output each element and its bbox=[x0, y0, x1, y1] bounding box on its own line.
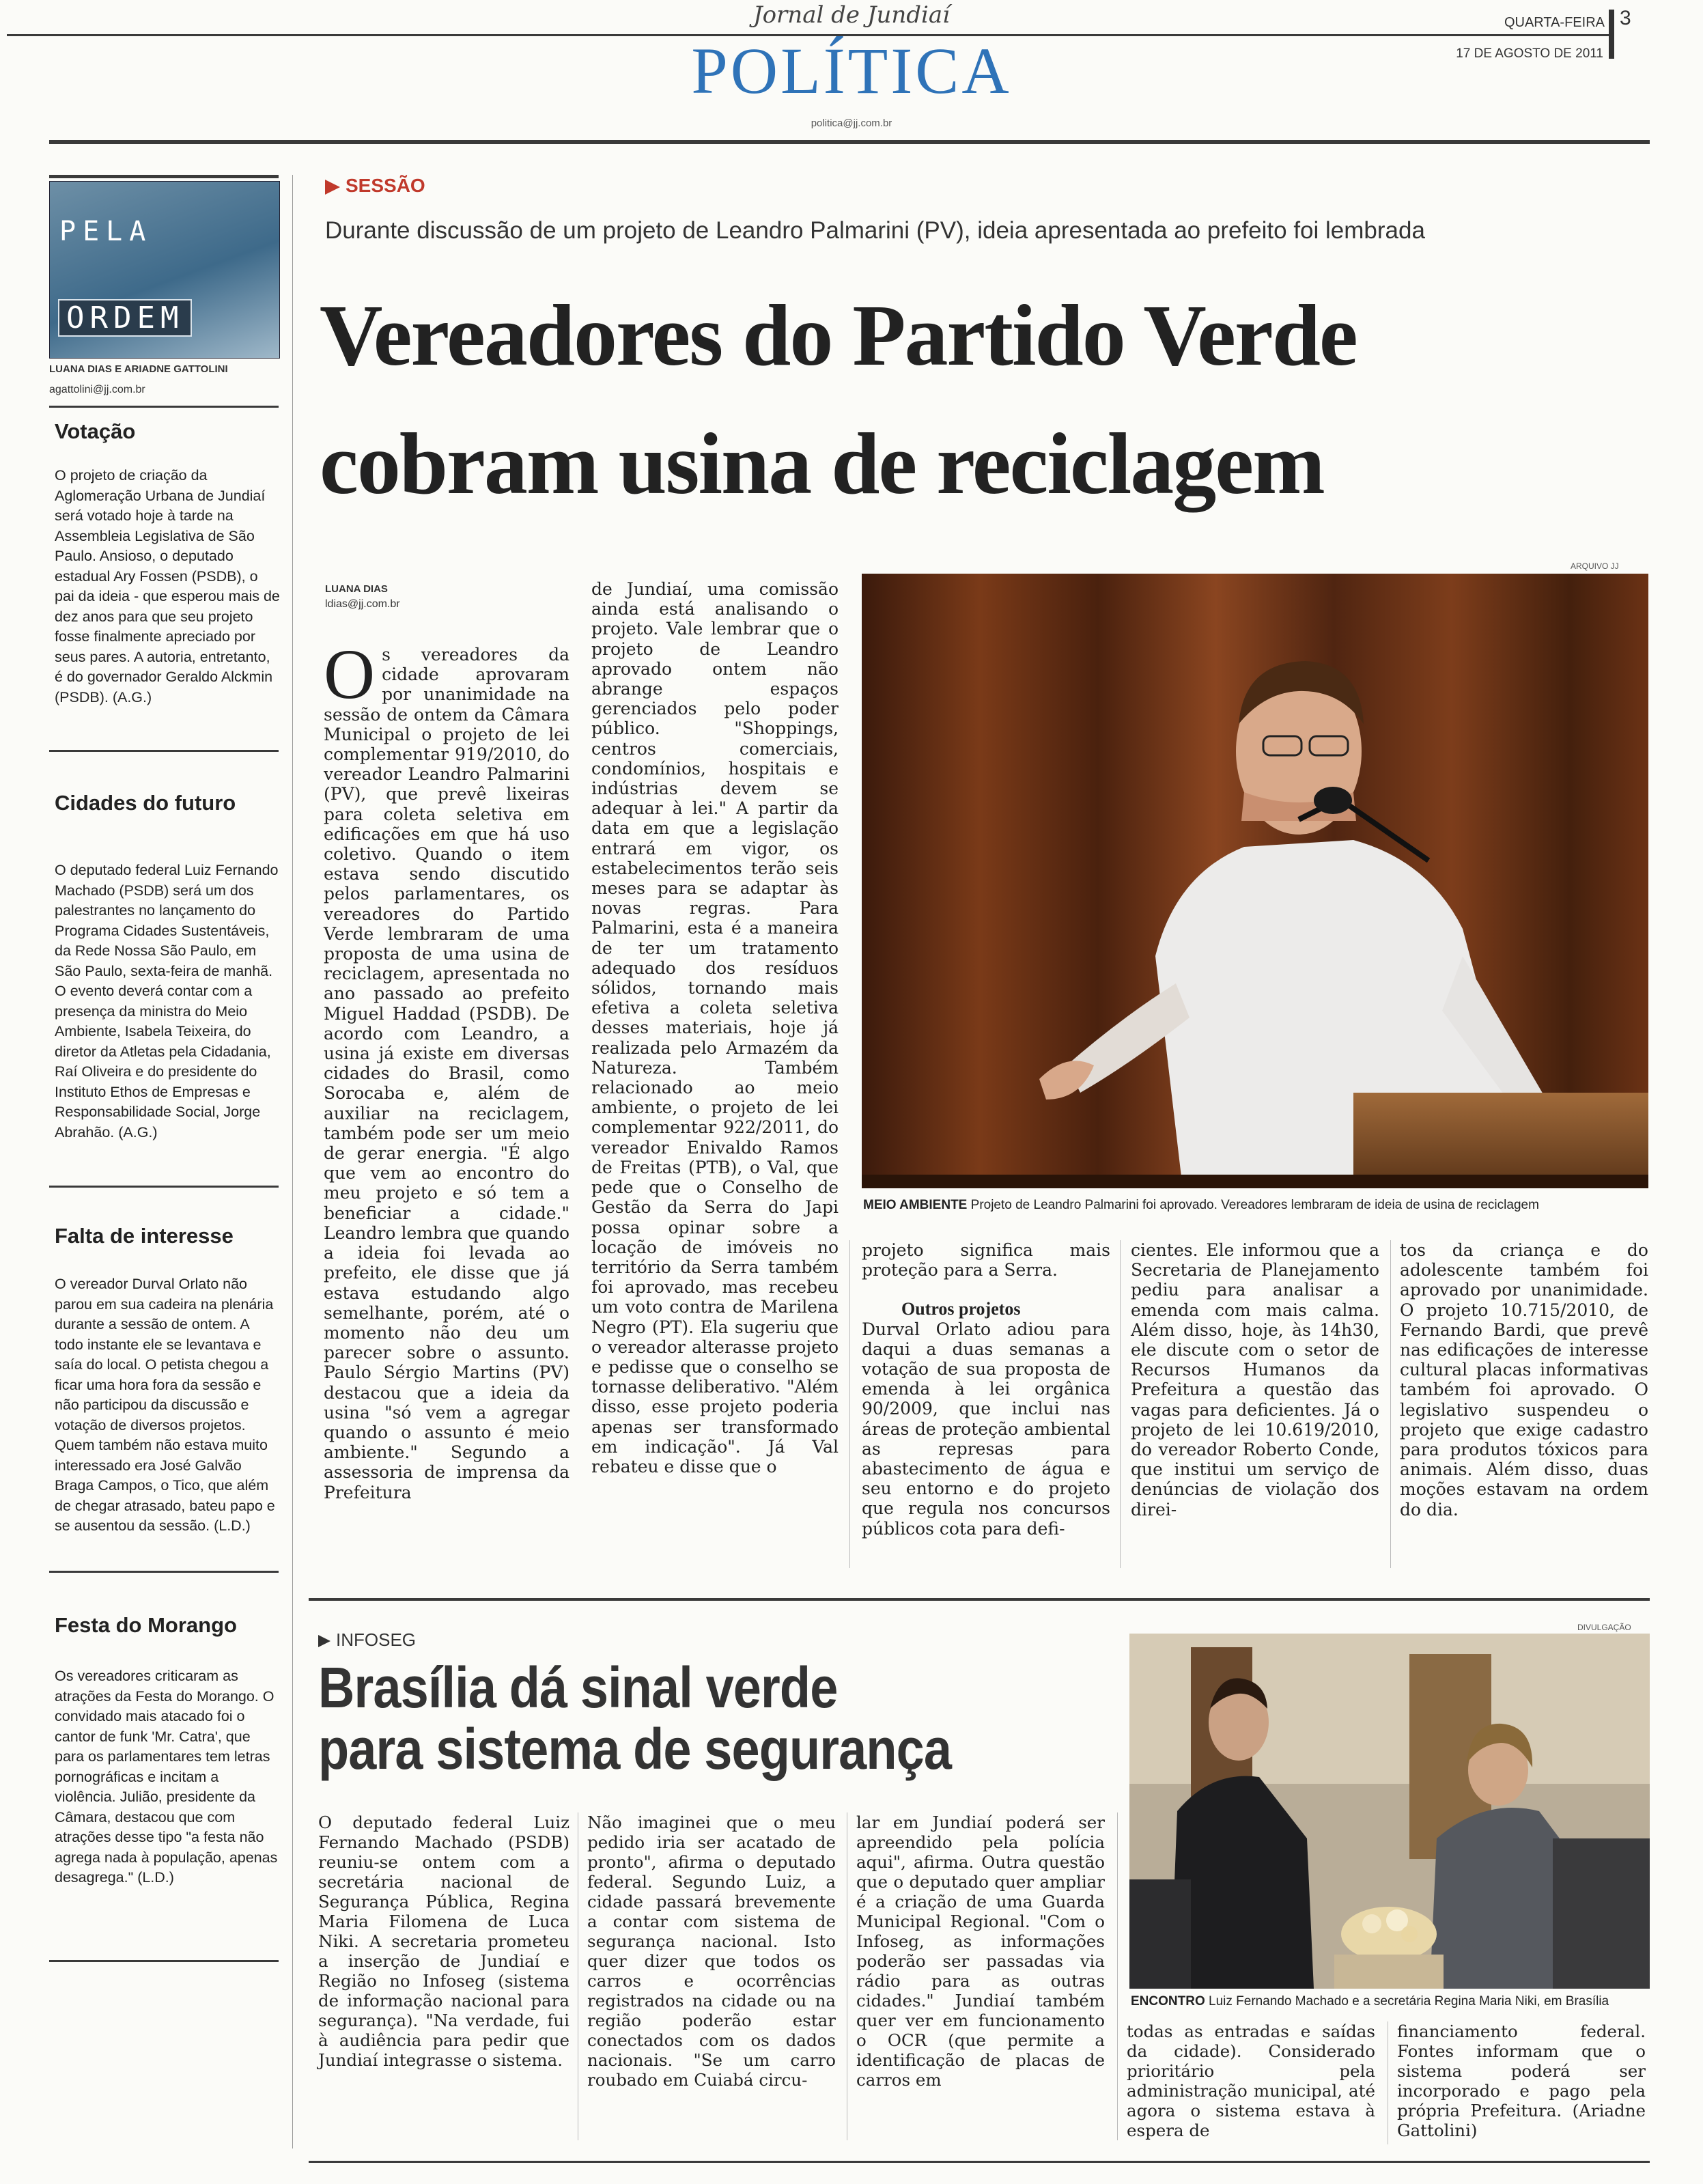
story-column-5: tos da criança e do adolescente também foi aprovado por unanimidade. O projeto 10.715/2010, de Fernando Bardi, que prevê nas edificações de interesse cultural placas informativas também foi aprovado. O legislativo suspendeu o projeto que exige cadastro para produtos tóxicos para animais. Além disso, duas moções estavam na ordem do dia. bbox=[1400, 1240, 1648, 1520]
story-deck: Durante discussão de um projeto de Leandro Palmarini (PV), ideia apresentada ao prefeito foi lembrada bbox=[325, 217, 1425, 244]
page-bottom-rule bbox=[309, 2161, 1650, 2163]
weekday: QUARTA-FEIRA bbox=[1504, 15, 1605, 30]
story-kicker bbox=[325, 175, 425, 197]
second-photo bbox=[1129, 1634, 1650, 1989]
story-column-1-text: s vereadores da cidade aprovaram por unanimidade na sessão de ontem da Câmara Municipal o projeto de lei complementar 919/2010, do vereador Leandro Palmarini (PV), que prevê lixeiras para coleta seletiva em edificações em que há uso coletivo. Quando o item estava sendo discutido pelos parlamentares, os vereadores do Partido Verde lembraram de uma proposta de uma usina de reciclagem, apresentada no ano passado ao prefeito Miguel Haddad (PSDB). De acordo com Leandro, a usina já existe em diversas cidades do Brasil, como Sorocaba e, além de auxiliar na reciclagem, também pode ser um meio de gerar energia. "É algo que vem ao encontro do meu projeto e só tem a beneficiar a cidade." Leandro lembra que quando a ideia foi levada ao prefeito, ele disse que já estava estudando algo semelhante, porém, até o momento não deu um parecer sobre o assunto. Paulo Sérgio Martins (PV) destacou que a ideia da usina "só vem a agregar quando o assunto é meio ambiente." Segundo a assessoria de imprensa da Prefeitura bbox=[324, 645, 569, 1502]
sidebar-rule bbox=[49, 406, 279, 408]
story-headline-line1: Vereadores do Partido Verde bbox=[320, 287, 1357, 384]
second-column-5: financiamento federal. Fontes informam que o sistema poderá ser incorporado e pago pela própria Prefeitura. (Ariadne Gattolini) bbox=[1397, 2021, 1646, 2140]
photo-credit: ARQUIVO JJ bbox=[1571, 561, 1619, 571]
sidebar-item-title: Falta de interesse bbox=[55, 1224, 234, 1248]
sidebar-rule bbox=[49, 750, 279, 752]
story-column-1 bbox=[324, 635, 569, 1502]
section-email: politica@jj.com.br bbox=[811, 117, 892, 129]
kicker-arrow-icon bbox=[318, 1635, 330, 1647]
sidebar-item-text: O deputado federal Luiz Fernando Machado (PSDB) será um dos palestrantes no lançamento do Programa Cidades Sustentáveis, da Rede Nossa São Paulo, em São Paulo, sexta-feira de manhã. O evento deverá contar com a presença da ministra do Meio Ambiente, Isabela Teixeira, do diretor da Atletas pela Cidadania, Raí Oliveira e do presidente do Instituto Ethos de Empresas e Responsabilidade Social, Jorge Abrahão. (A.G.) bbox=[55, 862, 279, 1140]
caption-label: ENCONTRO bbox=[1131, 1994, 1205, 2008]
column-divider bbox=[1120, 1240, 1121, 1568]
second-column-2: Não imaginei que o meu pedido iria ser acatado de pronto", afirma o deputado federal. Segundo Luiz, a cidade passará brevemente a contar com sistema de segurança nacional. Isto quer dizer que todos os carros e ocorrências registrados na cidade ou na região poderão estar conectados com os dados nacionais. "Se um carro roubado em Cuiabá circu- bbox=[587, 1812, 836, 2090]
story-separator bbox=[309, 1598, 1650, 1601]
story-column-3-text: projeto significa mais proteção para a Serra. bbox=[862, 1240, 1110, 1280]
story-headline-line2: cobram usina de reciclagem bbox=[320, 415, 1324, 512]
meeting-photo bbox=[1129, 1634, 1650, 1989]
story-subhead: Outros projetos bbox=[901, 1299, 1021, 1319]
drop-cap: O bbox=[324, 635, 376, 714]
photo-caption bbox=[863, 1198, 1539, 1213]
column-divider bbox=[292, 175, 293, 2148]
page-number: 3 bbox=[1620, 7, 1631, 29]
sidebar-item-text: Os vereadores criticaram as atrações da Festa do Morango. O convidado mais atacado foi o cantor de funk 'Mr. Catra', que para os parlamentares tem letras pornográficas e incitam a violência. Julião, presidente da Câmara, destacou que com atrações desse tipo "a festa não agrega nada à população, apenas desagrega." (L.D.) bbox=[55, 1668, 278, 1886]
second-column-4: todas as entradas e saídas da cidade). Considerado prioritário pela administração municipal, até agora o sistema estava à espera de bbox=[1127, 2021, 1375, 2140]
kicker-label: SESSÃO bbox=[346, 175, 425, 196]
column-logo bbox=[49, 181, 280, 359]
sidebar-bottom-rule bbox=[49, 1960, 279, 1962]
second-headline-line1: Brasília dá sinal verde bbox=[318, 1655, 838, 1720]
sidebar-top-rule bbox=[49, 175, 279, 178]
newspaper-name: Jornal de Jundiaí bbox=[752, 1, 951, 29]
second-column-1: O deputado federal Luiz Fernando Machado (PSDB) reuniu-se ontem com a secretária nacional de Segurança Pública, Regina Maria Filomena de Luca Niki. A secretaria prometeu a inserção de Jundiaí e Região no Infoseg (sistema de informação nacional para segurança). "Na verdade, fui à audiência para pedir que Jundiaí integrasse o sistema. bbox=[318, 1812, 569, 2070]
sidebar-rule bbox=[49, 1571, 279, 1573]
sidebar-item-text: O projeto de criação da Aglomeração Urbana de Jundiaí será votado hoje à tarde na Assembleia Legislativa de São Paulo. Ansioso, o deputado estadual Ary Fossen (PSDB), o pai da ideia - que esperou mais de dez anos para que seu projeto fosse finalmente apreciado por seus pares. A autoria, entretanto, é do governador Geraldo Alckmin (PSDB). (A.G.) bbox=[55, 467, 280, 705]
story-photo bbox=[862, 574, 1648, 1188]
story-byline-email: ldias@jj.com.br bbox=[325, 598, 400, 610]
second-column-3: lar em Jundiaí poderá ser apreendido pela polícia aqui", afirma. Outra questão que o deputado quer ampliar é a criação de uma Guarda Municipal Regional. "Com o Infoseg, as informações poderão ser passadas via rádio para as outras cidades." Jundiaí também quer ver em funcionamento o OCR (que permite a identificação de placas de carros em bbox=[856, 1812, 1105, 2090]
header-divider bbox=[49, 140, 1650, 144]
caption-label: MEIO AMBIENTE bbox=[863, 1198, 968, 1212]
sidebar-rule bbox=[49, 1186, 279, 1188]
story-column-2: de Jundiaí, uma comissão ainda está analisando o projeto. Vale lembrar que o projeto de Leandro aprovado ontem não abrange espaços gerenciados pelo poder público. "Shoppings, centros comerciais, condomínios, hospitais e indústrias devem se adequar à lei." A partir da data em que a legislação entrará em vigor, os estabelecimentos terão seis meses para se adaptar às novas regras. Para Palmarini, esta é a maneira de ter um tratamento adequado dos resíduos sólidos, tornando mais efetiva a coleta seletiva desses materiais, hoje já realizada pelo Armazém da Natureza. Também relacionado ao meio ambiente, o projeto de lei complementar 922/2011, do vereador Enivaldo Ramos de Freitas (PTB), o Val, que pede que o Conselho de Gestão da Serra do Japi possa opinar sobre a locação de imóveis no território da Serra também foi aprovado, mas recebeu um voto contra de Marilena Negro (PT). Ela sugeriu que o vereador alterasse projeto e pedisse que o conselho se tornasse deliberativo. "Além disso, esse projeto poderia apenas ser transformado em indicação". Já Val rebateu e disse que o bbox=[591, 579, 839, 1476]
logo-bottom-text: ORDEM bbox=[58, 299, 192, 337]
sidebar-email: agattolini@jj.com.br bbox=[49, 384, 145, 395]
kicker-label: INFOSEG bbox=[336, 1629, 417, 1650]
sidebar-item-text: O vereador Durval Orlato não parou em sua cadeira na plenária durante a sessão de ontem. A todo instante ele se levantava e saía do local. O petista chegou a ficar uma hora fora da sessão e não participou da discussão e votação de diversos projetos. Quem também não estava muito interessado era José Galvão Braga Campos, o Tico, que além de chegar atrasado, bateu papo e se ausentou da sessão. (L.D.) bbox=[55, 1276, 275, 1534]
caption-text: Projeto de Leandro Palmarini foi aprovado. Vereadores lembraram de ideia de usina de reciclagem bbox=[970, 1198, 1539, 1212]
story-column-4: cientes. Ele informou que a Secretaria de Planejamento pediu para analisar a emenda com mais calma. Além disso, hoje, às 14h30, ele discute com o setor de Recursos Humanos da Prefeitura a questão das vagas para deficientes. Já o projeto de lei 10.619/2010, do vereador Roberto Conde, que institui um serviço de denúncias de violação dos direi- bbox=[1131, 1240, 1379, 1520]
kicker-arrow-icon bbox=[325, 180, 340, 195]
story-column-3 bbox=[862, 1240, 1110, 1539]
column-divider bbox=[849, 1240, 850, 1568]
logo-top-text: PELA bbox=[59, 216, 153, 247]
sidebar-item-title: Votação bbox=[55, 419, 136, 443]
second-kicker bbox=[318, 1629, 416, 1651]
photo-credit: DIVULGAÇÃO bbox=[1577, 1623, 1631, 1632]
story-byline: LUANA DIAS bbox=[325, 583, 388, 595]
sidebar-item-title: Festa do Morango bbox=[55, 1613, 237, 1637]
speaker-photo bbox=[862, 574, 1648, 1188]
sidebar-item-title: Cidades do futuro bbox=[55, 791, 236, 815]
story-column-3-text-b: Durval Orlato adiou para daqui a duas semanas a votação de sua proposta de emenda à lei orgânica 90/2009, que inclui nas áreas de proteção ambiental as represas para abastecimento de água e seu entorno e do projeto que regula nos concursos públicos cota para defi- bbox=[862, 1319, 1110, 1539]
sidebar-byline: LUANA DIAS E ARIADNE GATTOLINI bbox=[49, 363, 228, 375]
second-photo-caption bbox=[1131, 1994, 1609, 2009]
date: 17 DE AGOSTO DE 2011 bbox=[1456, 46, 1603, 61]
second-headline-line2: para sistema de segurança bbox=[318, 1717, 952, 1781]
column-divider bbox=[1390, 1240, 1391, 1568]
section-title: POLÍTICA bbox=[691, 34, 1012, 107]
caption-text: Luiz Fernando Machado e a secretária Regina Maria Niki, em Brasília bbox=[1209, 1994, 1609, 2008]
column-divider bbox=[1117, 1812, 1118, 2140]
